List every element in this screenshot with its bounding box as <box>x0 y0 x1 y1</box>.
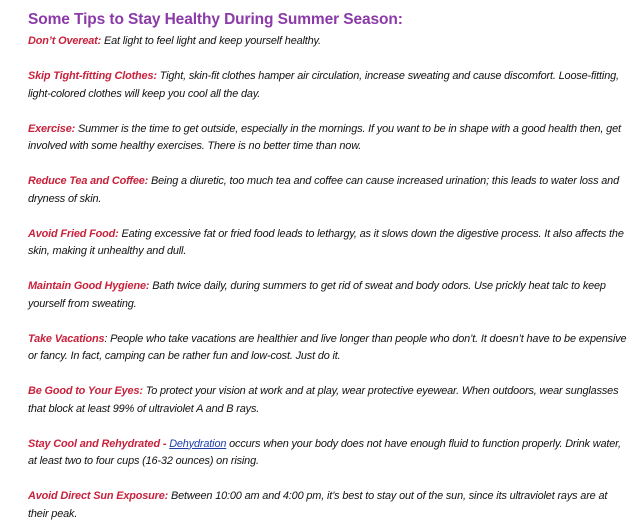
tip-text: : People who take vacations are healthier and live longer than people who don’t. It doesn’t have to be expensive or fancy. In fact, camping can be rather fun and low-cost. Just do it. <box>28 332 627 362</box>
tip-reduce-tea-coffee <box>28 173 628 208</box>
tip-take-vacations <box>28 331 628 366</box>
page-title: Some Tips to Stay Healthy During Summer Season: <box>28 11 403 28</box>
tip-exercise <box>28 121 628 156</box>
tip-eyes <box>28 383 628 418</box>
tip-text: Bath twice daily, during summers to get rid of sweat and body odors. Use prickly heat talc to keep yourself from sweating. <box>28 280 606 310</box>
tip-heading: Reduce Tea and Coffee: <box>28 175 149 187</box>
tip-heading: Don’t Overeat: <box>28 35 102 47</box>
tip-heading: Avoid Direct Sun Exposure: <box>28 490 169 502</box>
tip-maintain-hygiene <box>28 278 628 313</box>
tip-avoid-sun-exposure <box>28 488 628 523</box>
tip-skip-tight-clothes <box>28 68 628 103</box>
tip-text: Eating excessive fat or fried food leads to lethargy, as it slows down the digestive process. It also affects the skin, making it unhealthy and dull. <box>28 227 624 257</box>
tip-dont-overeat <box>28 33 628 51</box>
tip-text: Summer is the time to get outside, especially in the mornings. If you want to be in shape with a good health then, get involved with some healthy exercises. There is no better time than now. <box>28 122 621 152</box>
tips-list <box>28 33 628 523</box>
tip-heading: Exercise: <box>28 122 76 135</box>
tip-text: To protect your vision at work and at play, wear protective eyewear. When outdoors, wear sunglasses that block at least 99% of ultraviolet A and B rays. <box>28 385 619 415</box>
dehydration-link[interactable]: Dehydration <box>169 437 227 450</box>
tip-heading: Stay Cool and Rehydrated - <box>28 437 170 450</box>
tip-heading: Take Vacations <box>28 332 105 345</box>
tip-heading: Skip Tight-fitting Clothes: <box>28 70 157 82</box>
tip-stay-cool-rehydrated <box>28 436 628 471</box>
tip-text: Eat light to feel light and keep yourself healthy. <box>101 35 321 47</box>
tip-avoid-fried-food <box>28 226 628 261</box>
tip-text: Tight, skin-fit clothes hamper air circulation, increase sweating and cause discomfort. Loose-fitting, light-colored clothes will keep you cool all the day. <box>28 70 619 100</box>
tip-text: Being a diuretic, too much tea and coffee can cause increased urination; this leads to water loss and dryness of skin. <box>28 175 619 205</box>
tip-heading: Maintain Good Hygiene: <box>28 280 150 292</box>
tip-heading: Avoid Fried Food: <box>28 227 119 240</box>
tip-heading: Be Good to Your Eyes: <box>28 385 143 397</box>
document-page <box>28 10 628 523</box>
tip-text: occurs when your body does not have enough fluid to function properly. Drink water, at least two to four cups (16-32 ounces) on rising. <box>28 437 621 467</box>
tip-text: Between 10:00 am and 4:00 pm, it’s best to stay out of the sun, since its ultraviolet rays are at their peak. <box>28 490 608 520</box>
